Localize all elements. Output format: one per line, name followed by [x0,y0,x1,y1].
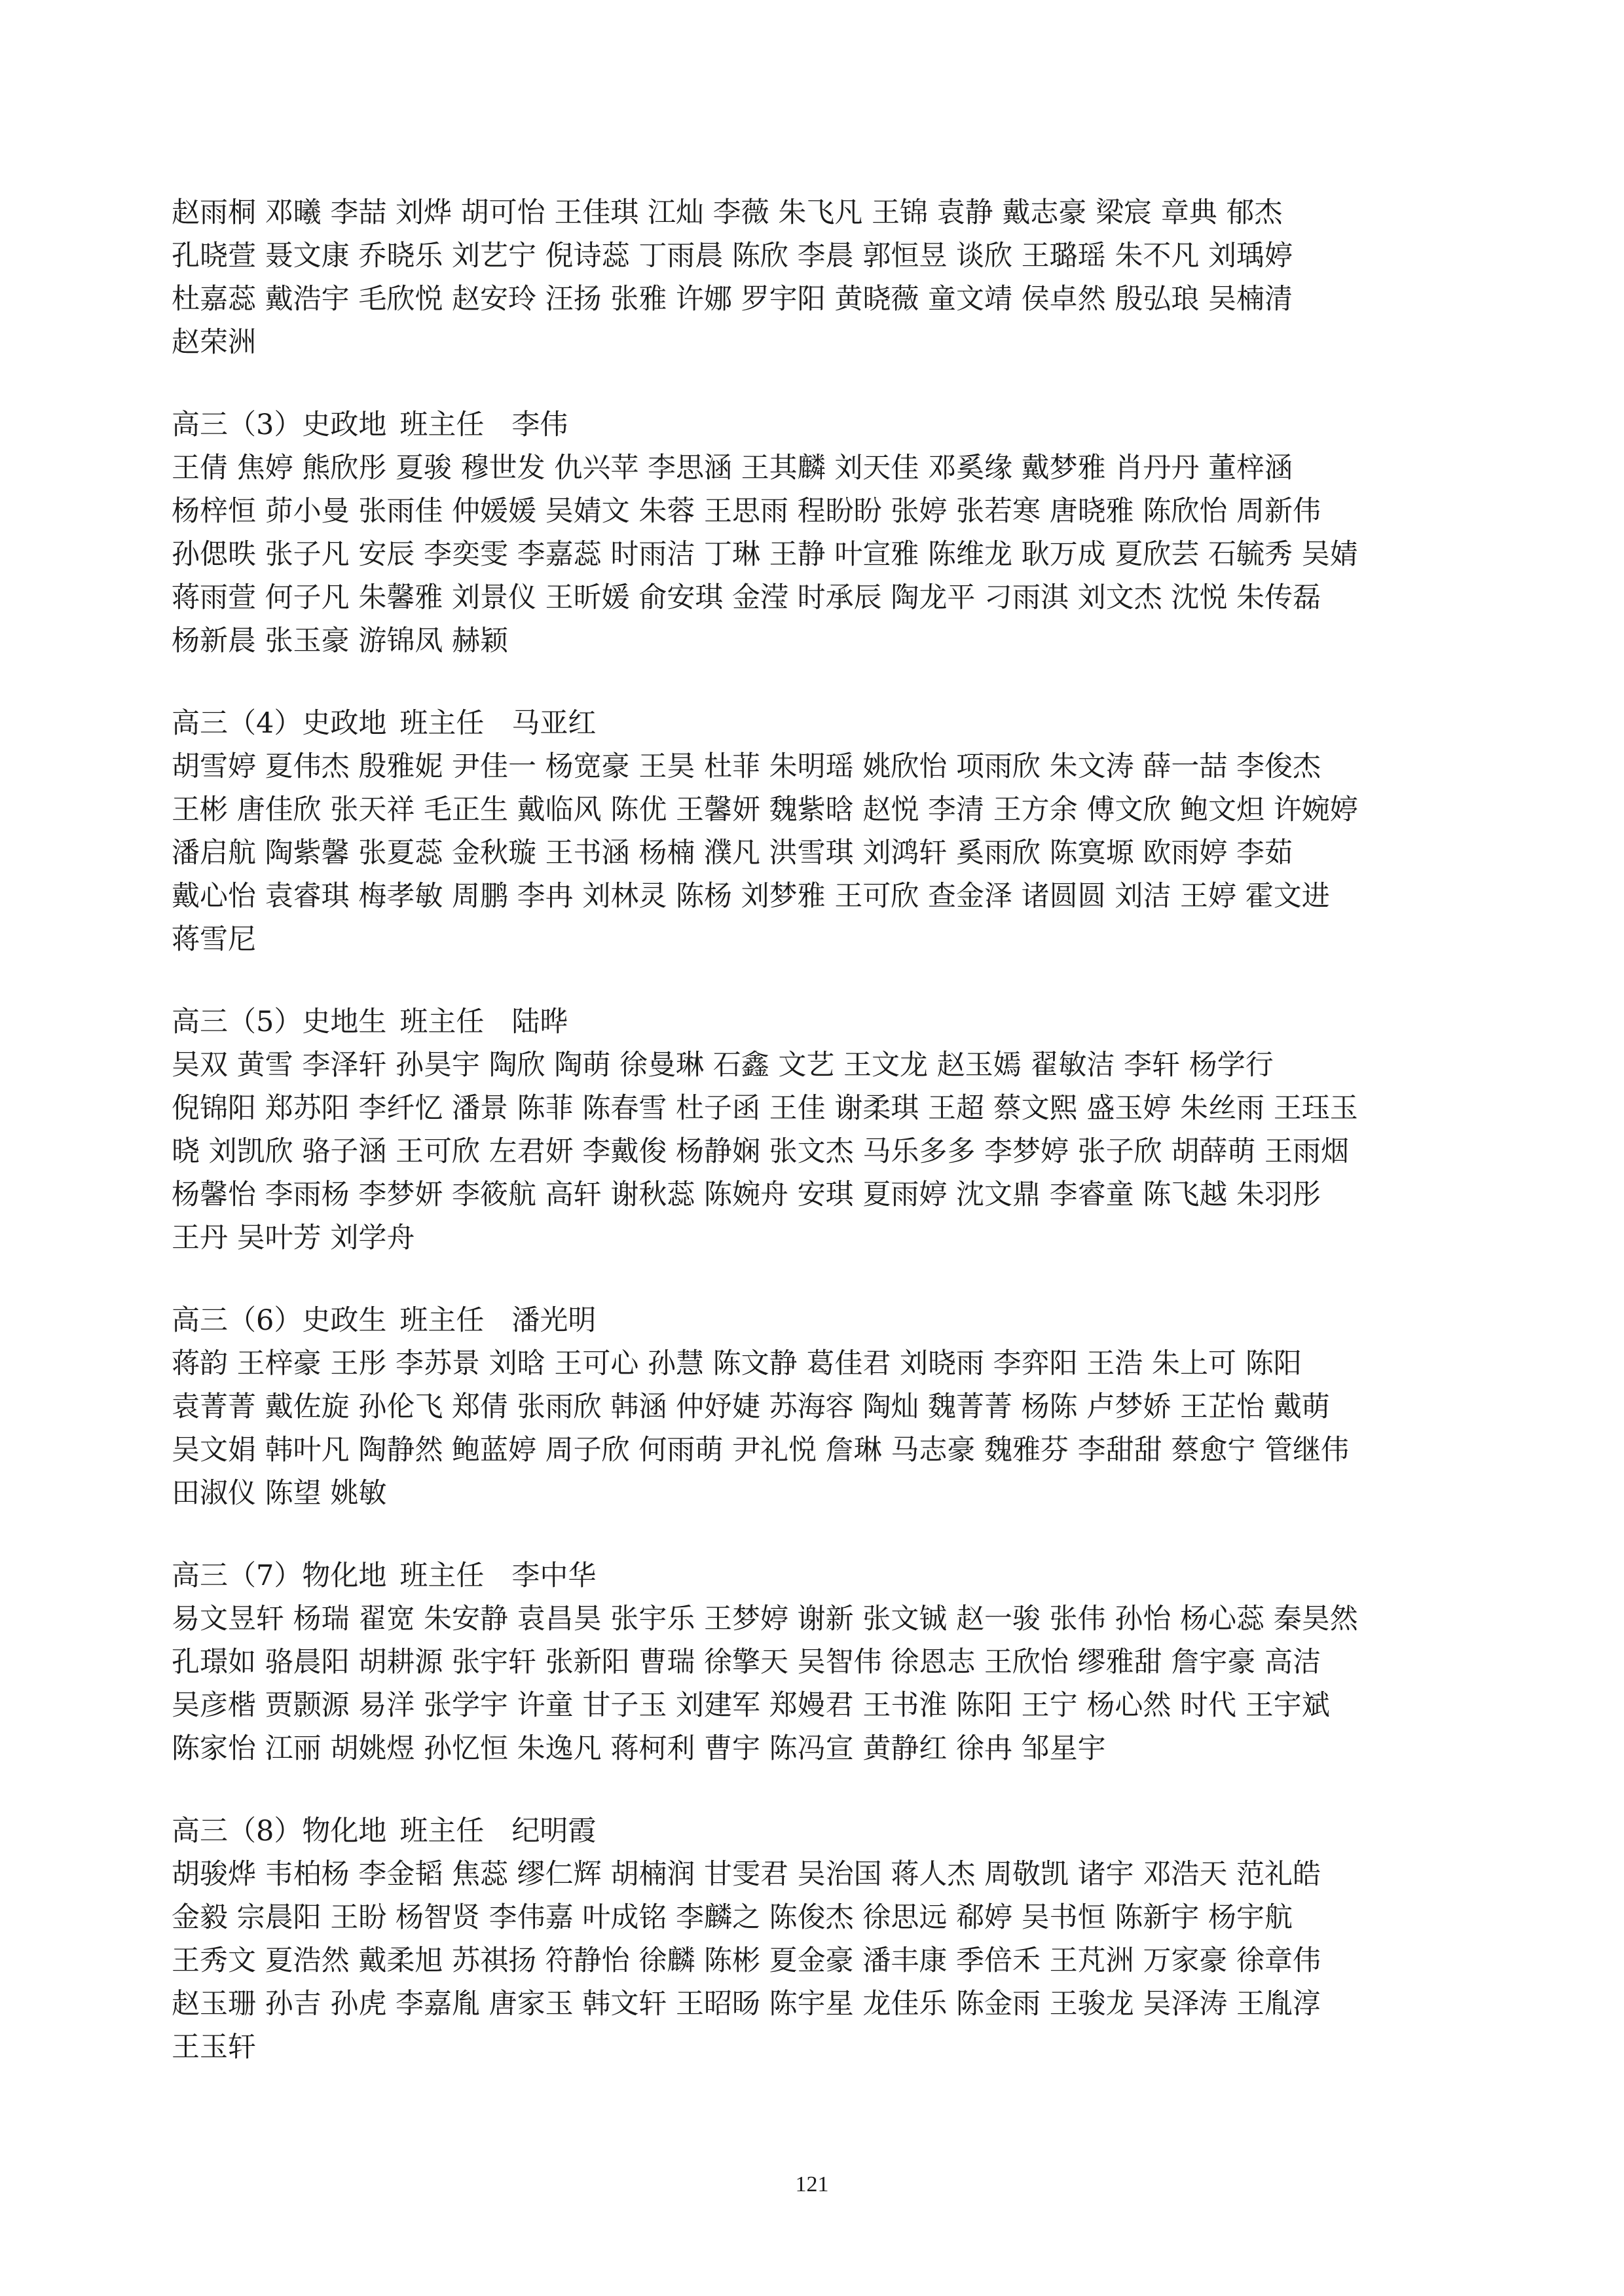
teacher-name: 马亚红 [511,707,597,740]
name-line: 潘启航 陶紫馨 张夏蕊 金秋璇 王书涵 杨楠 濮凡 洪雪琪 刘鸿轩 奚雨欣 陈寞塬 欧雨婷 李茹 [172,837,1293,869]
name-list [172,745,1455,961]
teacher-label: 班主任 [399,707,485,740]
name-line: 蒋雪尼 [172,923,256,956]
class-subjects: 物化地 [302,1559,387,1592]
name-line: 孔晓萱 聂文康 乔晓乐 刘艺宁 倪诗蕊 丁雨晨 陈欣 李晨 郭恒昱 谈欣 王璐瑶 朱不凡 刘瑀婷 [172,240,1293,272]
class-heading [172,1810,1455,1853]
teacher-name: 李中华 [511,1559,597,1592]
name-line: 杨馨怡 李雨杨 李梦妍 李筱航 高轩 谢秋蕊 陈婉舟 安琪 夏雨婷 沈文鼎 李睿童 陈飞越 朱羽彤 [172,1178,1321,1211]
name-line: 胡雪婷 夏伟杰 殷雅妮 尹佳一 杨宽豪 王昊 杜菲 朱明瑶 姚欣怡 项雨欣 朱文涛 薛一喆 李俊杰 [172,750,1321,783]
teacher-name: 李伟 [511,409,568,441]
class-name: 高三（4） [172,707,303,740]
class-section-3 [172,403,1455,663]
name-line: 蒋雨萱 何子凡 朱馨雅 刘景仪 王昕媛 俞安琪 金滢 时承辰 陶龙平 刁雨淇 刘文杰 沈悦 朱传磊 [172,581,1321,614]
class-heading [172,1299,1455,1342]
class-heading [172,403,1455,446]
name-line: 王秀文 夏浩然 戴柔旭 苏祺扬 符静怡 徐麟 陈彬 夏金豪 潘丰康 季倍禾 王芃洲 万家豪 徐章伟 [172,1944,1321,1977]
name-line: 王彬 唐佳欣 张天祥 毛正生 戴临风 陈优 王馨妍 魏紫晗 赵悦 李清 王方余 傅文欣 鲍文炟 许婉婷 [172,793,1358,826]
name-list [172,1044,1455,1260]
name-line: 杨梓恒 茆小曼 张雨佳 仲媛媛 吴婧文 朱蓉 王思雨 程盼盼 张婷 张若寒 唐晓雅 陈欣怡 周新伟 [172,495,1321,528]
class-heading [172,1554,1455,1597]
name-line: 倪锦阳 郑苏阳 李纤忆 潘景 陈菲 陈春雪 杜子函 王佳 谢柔琪 王超 蔡文熙 盛玉婷 朱丝雨 王珏玉 [172,1092,1358,1125]
name-line: 孔璟如 骆晨阳 胡耕源 张宇轩 张新阳 曹瑞 徐擎天 吴智伟 徐恩志 王欣怡 缪雅甜 詹宇豪 高洁 [172,1646,1321,1679]
class-subjects: 史政生 [302,1304,387,1337]
name-line: 杜嘉蕊 戴浩宇 毛欣悦 赵安玲 汪扬 张雅 许娜 罗宇阳 黄晓薇 童文靖 侯卓然 殷弘琅 吴楠清 [172,283,1293,316]
class-section-8 [172,1810,1455,2069]
class-subjects: 物化地 [302,1815,387,1848]
class-section-continued [172,191,1455,364]
teacher-name: 陆晔 [511,1006,568,1038]
name-line: 杨新晨 张玉豪 游锦凤 赫颖 [172,625,509,657]
name-list [172,1853,1455,2069]
class-name: 高三（7） [172,1559,303,1592]
name-line: 吴彦楷 贾颢源 易洋 张学宇 许童 甘子玉 刘建军 郑嫚君 王书淮 陈阳 王宁 杨心然 时代 王宇斌 [172,1689,1330,1722]
class-name: 高三（5） [172,1006,303,1038]
name-line: 胡骏烨 韦柏杨 李金韬 焦蕊 缪仁辉 胡楠润 甘雯君 吴治国 蒋人杰 周敬凯 诸宇 邓浩天 范礼皓 [172,1858,1321,1891]
name-list [172,191,1455,364]
teacher-label: 班主任 [399,1304,485,1337]
roster-page [172,191,1455,2069]
class-subjects: 史政地 [302,707,387,740]
teacher-label: 班主任 [399,1815,485,1848]
class-name: 高三（6） [172,1304,303,1337]
name-line: 蒋韵 王梓豪 王彤 李苏景 刘晗 王可心 孙慧 陈文静 葛佳君 刘晓雨 李弈阳 王浩 朱上可 陈阳 [172,1347,1302,1380]
class-name: 高三（3） [172,409,303,441]
class-section-6 [172,1299,1455,1515]
class-section-7 [172,1554,1455,1770]
class-heading [172,1000,1455,1044]
teacher-label: 班主任 [399,409,485,441]
name-line: 王玉轩 [172,2031,256,2064]
name-line: 吴双 黄雪 李泽轩 孙昊宇 陶欣 陶萌 徐曼琳 石鑫 文艺 王文龙 赵玉嫣 翟敏洁 李轩 杨学行 [172,1049,1274,1082]
name-line: 赵玉珊 孙吉 孙虎 李嘉胤 唐家玉 韩文轩 王昭旸 陈宇星 龙佳乐 陈金雨 王骏龙 吴泽涛 王胤淳 [172,1988,1321,2020]
teacher-label: 班主任 [399,1006,485,1038]
name-line: 田淑仪 陈望 姚敏 [172,1477,387,1510]
name-line: 赵雨桐 邓曦 李喆 刘烨 胡可怡 王佳琪 江灿 李薇 朱飞凡 王锦 袁静 戴志豪 梁宸 章典 郁杰 [172,196,1283,229]
name-list [172,1597,1455,1770]
name-line: 王丹 吴叶芳 刘学舟 [172,1222,415,1254]
class-section-5 [172,1000,1455,1260]
name-line: 王倩 焦婷 熊欣彤 夏骏 穆世发 仇兴苹 李思涵 王其麟 刘天佳 邓奚缘 戴梦雅 肖丹丹 董梓涵 [172,452,1293,484]
class-name: 高三（8） [172,1815,303,1848]
name-line: 袁菁菁 戴佐旋 孙伦飞 郑倩 张雨欣 韩涵 仲妤婕 苏海容 陶灿 魏菁菁 杨陈 卢梦娇 王芷怡 戴萌 [172,1391,1330,1423]
name-line: 易文昱轩 杨瑞 翟宽 朱安静 袁昌昊 张宇乐 王梦婷 谢新 张文铖 赵一骏 张伟 孙怡 杨心蕊 秦昊然 [172,1603,1358,1635]
name-line: 赵荣洲 [172,326,256,359]
teacher-name: 纪明霞 [511,1815,597,1848]
teacher-label: 班主任 [399,1559,485,1592]
name-line: 金毅 宗晨阳 王盼 杨智贤 李伟嘉 叶成铭 李麟之 陈俊杰 徐思远 郗婷 吴书恒 陈新宇 杨宇航 [172,1901,1293,1934]
class-subjects: 史政地 [302,409,387,441]
page-number: 121 [795,2172,829,2196]
name-line: 吴文娟 韩叶凡 陶静然 鲍蓝婷 周子欣 何雨萌 尹礼悦 詹琳 马志豪 魏雅芬 李甜甜 蔡愈宁 管继伟 [172,1434,1350,1467]
name-line: 孙偲昳 张子凡 安辰 李奕雯 李嘉蕊 时雨洁 丁琳 王静 叶宣雅 陈维龙 耿万成 夏欣芸 石毓秀 吴婧 [172,538,1358,571]
teacher-name: 潘光明 [511,1304,597,1337]
class-subjects: 史地生 [302,1006,387,1038]
name-line: 戴心怡 袁睿琪 梅孝敏 周鹏 李冉 刘林灵 陈杨 刘梦雅 王可欣 查金泽 诸圆圆 刘洁 王婷 霍文进 [172,880,1330,913]
name-line: 陈家怡 江丽 胡姚煜 孙忆恒 朱逸凡 蒋柯利 曹宇 陈冯宣 黄静红 徐冉 邹星宇 [172,1732,1106,1765]
name-list [172,1342,1455,1515]
class-heading [172,702,1455,745]
name-line: 晓 刘凯欣 骆子涵 王可欣 左君妍 李戴俊 杨静娴 张文杰 马乐多多 李梦婷 张子欣 胡薛萌 王雨烟 [172,1135,1350,1168]
class-section-4 [172,702,1455,961]
name-list [172,446,1455,663]
